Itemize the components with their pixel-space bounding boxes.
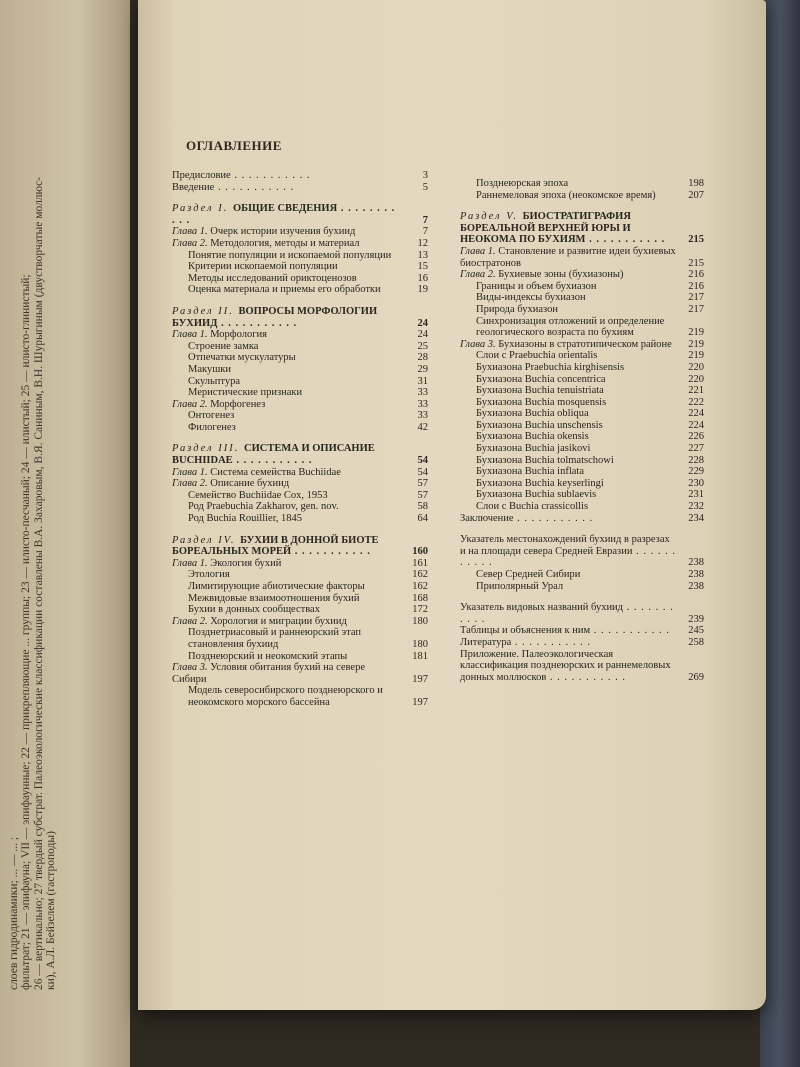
toc-entry-title: Бухиазона Buchia tolmatschowi xyxy=(476,454,614,466)
toc-subentry xyxy=(460,374,704,386)
toc-subentry xyxy=(172,501,428,513)
toc-entry-title: Слои с Buchia crassicollis xyxy=(476,501,589,513)
toc-page-number: 7 xyxy=(422,226,428,238)
toc-subentry xyxy=(172,250,428,262)
toc-subentry xyxy=(172,364,428,376)
toc-entry-title: Бухиазона Buchia okensis xyxy=(476,431,589,443)
section-label: Раздел IV. xyxy=(172,534,241,546)
toc-chapter xyxy=(172,238,428,250)
toc-page-number: 224 xyxy=(688,408,704,420)
toc-subentry xyxy=(460,466,704,478)
chapter-title: Морфология xyxy=(210,329,267,341)
section-label: Раздел V. xyxy=(460,211,523,223)
toc-subentry xyxy=(172,352,428,364)
toc-chapter xyxy=(172,616,428,628)
toc-chapter xyxy=(172,558,428,570)
toc-page-number: 207 xyxy=(688,189,704,201)
toc-page-number: 180 xyxy=(412,638,428,650)
toc-entry-title: Слои с Praebuchia orientalis xyxy=(476,350,598,362)
chapter-label: Глава 1. xyxy=(172,557,211,569)
chapter-title: Очерк истории изучения бухиид xyxy=(210,226,356,238)
toc-page-number: 24 xyxy=(417,317,428,329)
toc-subentry xyxy=(172,284,428,296)
toc-entry-title: Таблицы и объяснения к ним . . . xyxy=(460,625,676,637)
toc-page-number: 29 xyxy=(417,363,428,375)
toc-gap xyxy=(172,296,428,306)
toc-section xyxy=(172,535,428,558)
chapter-label: Глава 1. xyxy=(460,245,499,257)
toc-entry-title: Указатель видовых названий бухиид . . . xyxy=(460,602,676,625)
section-title: СИСТЕМА И ОПИСАНИЕ BUCHIIDAE xyxy=(172,443,375,467)
chapter-label: Глава 3. xyxy=(172,662,211,674)
toc-page-number: 19 xyxy=(417,284,428,296)
toc-page-number: 58 xyxy=(417,501,428,513)
toc-entry-title: Модель северосибирского позднеюрского и неокомского морского бассейна xyxy=(188,685,383,708)
toc-subentry xyxy=(460,190,704,202)
toc-entry-title: Бухиазона Buchia inflata xyxy=(476,466,584,478)
toc-subentry xyxy=(460,362,704,374)
toc-page-number: 228 xyxy=(688,454,704,466)
toc-gap xyxy=(460,201,704,211)
section-title: БУХИИ В ДОННОЙ БИОТЕ БОРЕАЛЬНЫХ МОРЕЙ xyxy=(172,534,379,558)
toc-page-number: 231 xyxy=(688,489,704,501)
toc-page-number: 57 xyxy=(417,489,428,501)
toc-title: ОГЛАВЛЕНИЕ xyxy=(186,138,282,153)
toc-page-number: 16 xyxy=(417,272,428,284)
toc-entry-title: Семейство Buchiidae Cox, 1953 xyxy=(188,489,328,501)
toc-subentry xyxy=(460,385,704,397)
chapter-title: Условия обитания бухий на севере Сибири xyxy=(172,662,365,685)
toc-entry-title: Литература . . . xyxy=(460,637,676,649)
toc-page-number: 239 xyxy=(688,613,704,625)
toc-entry-title: Границы и объем бухиазон xyxy=(476,280,597,292)
toc-page-number: 57 xyxy=(417,478,428,490)
toc-gap xyxy=(460,592,704,602)
toc-page-number: 168 xyxy=(412,592,428,604)
toc-subentry xyxy=(460,489,704,501)
toc-entry-title: Скульптура xyxy=(188,375,241,387)
toc-subentry xyxy=(460,431,704,443)
toc-page-number: 28 xyxy=(417,352,428,364)
toc-entry-title: Введение . . . xyxy=(172,182,400,194)
toc-page-number: 269 xyxy=(688,671,704,683)
toc-entry-title: Предисловие . . . xyxy=(172,170,400,182)
chapter-label: Глава 3. xyxy=(460,338,499,350)
toc-page-number: 25 xyxy=(417,340,428,352)
chapter-label: Глава 2. xyxy=(460,269,499,281)
toc-page-number: 220 xyxy=(688,373,704,385)
toc-entry-title: Межвидовые взаимоотношения бухий xyxy=(188,592,360,604)
toc-page-number: 216 xyxy=(688,280,704,292)
toc-entry-title: Оценка материала и приемы его обработки xyxy=(188,284,381,296)
toc-section xyxy=(172,306,428,329)
toc-entry-title: Приложение. Палеоэкологическая классификация позднеюрских и раннемеловых донных моллюсков . . . xyxy=(460,649,676,684)
toc-page-number: 172 xyxy=(412,604,428,616)
left-page xyxy=(0,0,130,1067)
toc-page-number: 15 xyxy=(417,261,428,273)
toc-entry-title: Бухиазона Buchia obliqua xyxy=(476,408,589,420)
toc-subentry xyxy=(460,501,704,513)
left-page-rotated-text xyxy=(8,0,58,990)
toc-entry-title: Отпечатки мускулатуры xyxy=(188,352,296,364)
toc-entry-title: Бухиазона Buchia tenuistriata xyxy=(476,385,604,397)
toc-page-number: 161 xyxy=(412,557,428,569)
toc-subentry xyxy=(172,376,428,388)
toc-subentry xyxy=(460,281,704,293)
toc-page-number: 219 xyxy=(688,350,704,362)
toc-page-number: 227 xyxy=(688,443,704,455)
toc-page-number: 219 xyxy=(688,338,704,350)
left-page-line: слоев гидродинамики; ... — ... ; xyxy=(8,836,20,990)
toc-subentry xyxy=(172,569,428,581)
toc-entry xyxy=(460,649,704,684)
section-label: Раздел III. xyxy=(172,443,245,455)
toc-page-number: 217 xyxy=(688,303,704,315)
toc-page-number: 160 xyxy=(412,546,428,558)
toc-chapter xyxy=(460,246,704,269)
toc-entry-title: Синхронизация отложений и определение геологического возраста по бухиям xyxy=(476,315,665,339)
chapter-title: Становление и развитие идеи бухиевых биостратонов xyxy=(460,245,676,269)
toc-subentry xyxy=(460,178,704,190)
toc-entry-title: Раннемеловая эпоха (неокомское время) xyxy=(476,189,656,201)
toc-page-number: 33 xyxy=(417,398,428,410)
toc-page-number: 229 xyxy=(688,466,704,478)
toc-subentry xyxy=(460,443,704,455)
toc-subentry xyxy=(460,397,704,409)
toc-page-number: 215 xyxy=(688,257,704,269)
toc-entry-title: Позднеюрский и неокомский этапы xyxy=(188,650,348,662)
toc-entry-title: Бухиазона Buchia mosquensis xyxy=(476,396,607,408)
toc-subentry xyxy=(460,569,704,581)
chapter-title: Бухиевые зоны (бухиазоны) xyxy=(498,269,624,281)
toc-subentry xyxy=(172,627,428,650)
chapter-label: Глава 2. xyxy=(172,237,211,249)
toc-chapter xyxy=(172,467,428,479)
toc-page-number: 245 xyxy=(688,625,704,637)
chapter-title: Хорология и миграции бухиид xyxy=(210,615,347,627)
section-title: БИОСТРАТИГРАФИЯ БОРЕАЛЬНОЙ ВЕРХНЕЙ ЮРЫ И НЕОКОМА ПО БУХИЯМ xyxy=(460,211,631,246)
toc-page-number: 197 xyxy=(412,673,428,685)
toc-entry xyxy=(460,625,704,637)
toc-page-number: 64 xyxy=(417,513,428,525)
toc-page-number: 238 xyxy=(688,580,704,592)
chapter-label: Глава 2. xyxy=(172,398,211,410)
toc-subentry xyxy=(172,410,428,422)
toc-subentry xyxy=(460,455,704,467)
toc-page-number: 222 xyxy=(688,396,704,408)
toc-page-number: 180 xyxy=(412,615,428,627)
left-page-line: фильтрат; 21 — эпифауна; VII — эпифаунные; 22 — прикрепляющие ... группы; 23 — илисто-песчаный; 24 — илистый; 25 — илисто-глинистый; xyxy=(20,274,33,990)
toc-gap xyxy=(172,193,428,203)
chapter-label: Глава 1. xyxy=(172,466,211,478)
toc-entry xyxy=(460,602,704,625)
toc-column-left xyxy=(172,170,428,709)
toc-entry-title: Критерии ископаемой популяции xyxy=(188,261,338,273)
chapter-title: Система семейства Buchiidae xyxy=(210,466,341,478)
chapter-title: Экология бухий xyxy=(210,557,282,569)
toc-entry xyxy=(460,637,704,649)
toc-page-number: 162 xyxy=(412,581,428,592)
toc-subentry xyxy=(172,387,428,399)
toc-page-number: 24 xyxy=(417,329,428,341)
toc-page-number: 226 xyxy=(688,431,704,443)
toc-subentry xyxy=(460,408,704,420)
toc-entry-title: Заключение . . . xyxy=(460,513,676,525)
left-page-line: 26 — вертикально; 27 твердый субстрат. Палеоэкологические классификации составлены В.А. Захаровым, В.Я. Саниным, В.Н. Шурыгиным (двустворчатые моллюс- xyxy=(32,176,45,990)
toc-column-right xyxy=(460,178,704,683)
toc-entry-title: Указатель местонахождений бухиид в разрезах и на площади севера Средней Евразии . . . xyxy=(460,534,676,569)
toc-subentry xyxy=(172,490,428,502)
toc-subentry xyxy=(172,593,428,605)
toc-entry-title: Бухиазона Buchia unschensis xyxy=(476,419,603,431)
toc-subentry xyxy=(172,685,428,708)
toc-entry-title: Природа бухиазон xyxy=(476,303,558,315)
toc-section xyxy=(172,203,428,226)
toc-subentry xyxy=(172,604,428,616)
chapter-label: Глава 2. xyxy=(172,478,211,490)
toc-page-number: 238 xyxy=(688,569,704,580)
toc-page-number: 219 xyxy=(688,327,704,339)
toc-entry-title: Филогенез xyxy=(188,421,236,433)
toc-entry xyxy=(172,182,428,194)
toc-page-number: 220 xyxy=(688,361,704,373)
toc-subentry xyxy=(460,581,704,593)
toc-entry-title: Понятие популяции и ископаемой популяции xyxy=(188,249,392,261)
toc-subentry xyxy=(172,273,428,285)
toc-entry-title: Приполярный Урал xyxy=(476,580,564,592)
toc-entry-title: Род Buchia Rouillier, 1845 xyxy=(188,513,303,525)
chapter-title: Описание бухиид xyxy=(210,478,290,490)
toc-entry-title: Бухиазона Praebuchia kirghisensis xyxy=(476,361,625,373)
toc-chapter xyxy=(172,662,428,685)
toc-gap xyxy=(172,525,428,535)
toc-entry-title: Строение замка xyxy=(188,340,259,352)
toc-subentry xyxy=(172,581,428,593)
toc-entry-title: Бухиазона Buchia concentrica xyxy=(476,373,606,385)
toc-entry-title: Меристические признаки xyxy=(188,387,303,399)
toc-page-number: 258 xyxy=(688,636,704,648)
toc-page-number: 234 xyxy=(688,512,704,524)
toc-entry xyxy=(460,534,704,569)
toc-gap xyxy=(460,524,704,534)
toc-page-number: 54 xyxy=(417,466,428,478)
toc-subentry xyxy=(172,651,428,663)
toc-subentry xyxy=(460,478,704,490)
chapter-label: Глава 1. xyxy=(172,226,211,238)
toc-entry-title: Север Средней Сибири xyxy=(476,569,581,580)
toc-subentry xyxy=(460,292,704,304)
section-title: ВОПРОСЫ МОРФОЛОГИИ БУХИИД xyxy=(172,305,378,329)
toc-entry xyxy=(460,513,704,525)
toc-page-number: 42 xyxy=(417,421,428,433)
toc-subentry xyxy=(172,261,428,273)
toc-entry-title: Бухиазона Buchia keyserlingi xyxy=(476,477,604,489)
toc-section xyxy=(172,443,428,466)
toc-page-number: 230 xyxy=(688,477,704,489)
toc-subentry xyxy=(172,341,428,353)
toc-entry-title: Бухиазона Buchia sublaevis xyxy=(476,489,597,501)
toc-page-number: 3 xyxy=(422,170,428,181)
toc-chapter xyxy=(172,478,428,490)
section-label: Раздел II. xyxy=(172,305,239,317)
toc-entry-title: Этология xyxy=(188,569,230,581)
toc-subentry xyxy=(460,420,704,432)
toc-page-number: 238 xyxy=(688,557,704,569)
toc-page-number: 54 xyxy=(417,455,428,467)
toc-entry-title: Виды-индексы бухиазон xyxy=(476,292,586,304)
toc-page-number: 33 xyxy=(417,410,428,422)
toc-chapter xyxy=(460,269,704,281)
toc-entry-title: Онтогенез xyxy=(188,410,235,422)
toc-entry-title: Методы исследований ориктоценозов xyxy=(188,272,357,284)
toc-chapter xyxy=(172,329,428,341)
toc-page-number: 232 xyxy=(688,501,704,513)
toc-section xyxy=(460,211,704,246)
chapter-label: Глава 2. xyxy=(172,615,211,627)
toc-entry-title: Позднетриасовый и раннеюрский этап становления бухиид xyxy=(188,627,361,650)
toc-entry-title: Бухиазона Buchia jasikovi xyxy=(476,443,591,455)
toc-page-number: 13 xyxy=(417,249,428,261)
toc-page-number: 197 xyxy=(412,696,428,708)
toc-entry-title: Лимитирующие абиотические факторы xyxy=(188,581,365,592)
book-cover-edge xyxy=(760,0,800,1067)
chapter-label: Глава 1. xyxy=(172,329,211,341)
toc-page-number: 217 xyxy=(688,292,704,304)
toc-subentry xyxy=(460,304,704,316)
toc-chapter xyxy=(172,226,428,238)
toc-entry-title: Род Praebuchia Zakharov, gen. nov. xyxy=(188,501,339,513)
toc-page-number: 221 xyxy=(688,385,704,397)
toc-page-number: 181 xyxy=(412,650,428,662)
toc-subentry xyxy=(172,422,428,434)
toc-gap xyxy=(172,433,428,443)
chapter-title: Бухиазоны в стратотипическом районе xyxy=(498,338,672,350)
toc-chapter xyxy=(172,399,428,411)
chapter-title: Методология, методы и материал xyxy=(210,237,360,249)
toc-page-number: 12 xyxy=(417,237,428,249)
toc-page-number: 33 xyxy=(417,387,428,399)
toc-entry-title: Макушки xyxy=(188,363,232,375)
toc-entry xyxy=(172,170,428,182)
toc-page-number: 7 xyxy=(422,214,428,226)
chapter-title: Морфогенез xyxy=(210,398,266,410)
toc-page-number: 216 xyxy=(688,269,704,281)
section-title: ОБЩИЕ СВЕДЕНИЯ xyxy=(233,203,338,215)
toc-subentry xyxy=(172,513,428,525)
toc-page-number: 162 xyxy=(412,569,428,581)
section-label: Раздел I. xyxy=(172,203,234,215)
toc-subentry xyxy=(460,350,704,362)
toc-entry-title: Позднеюрская эпоха xyxy=(476,178,569,189)
toc-page-number: 215 xyxy=(688,234,704,246)
left-page-line: ки), А.Л. Бейзелем (гастроподы) xyxy=(45,831,58,990)
toc-page-number: 224 xyxy=(688,419,704,431)
toc-page-number: 198 xyxy=(688,178,704,189)
toc-chapter xyxy=(460,339,704,351)
toc-page-number: 5 xyxy=(422,181,428,193)
toc-page-number: 31 xyxy=(417,375,428,387)
toc-entry-title: Бухии в донных сообществах xyxy=(188,604,320,616)
toc-subentry xyxy=(460,316,704,339)
